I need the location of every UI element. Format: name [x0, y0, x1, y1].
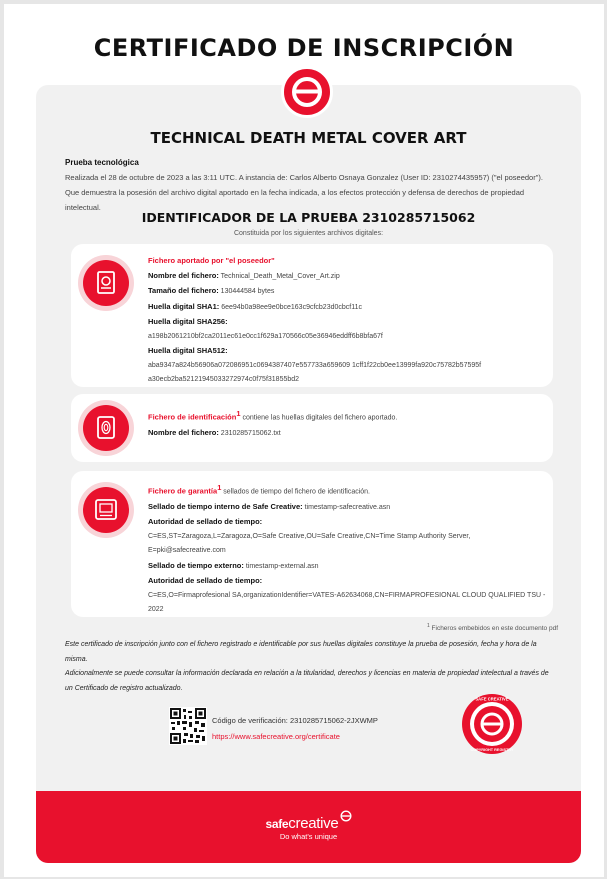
footer-tagline: Do what's unique: [279, 832, 338, 841]
intro-text: Realizada el 28 de octubre de 2023 a las 3:11 UTC. A instancia de: Carlos Alberto Osnaya Gonzalez (User ID: 2310274435957) ("el poseedor"). Que demuestra la posesión del archivo digital aportado en la fecha indicada, a los efectos protección y defensa de derechos de propiedad intelectual.: [65, 173, 543, 212]
verification-code: Código de verificación: 2310285715062-2JXWMP: [212, 716, 378, 725]
sha256-value: a198b2061210bf2ca2011ec61e0cc1f629a170566c05e36946eddff6b8bfa67f: [148, 332, 383, 340]
guarantee-box-body: [148, 481, 546, 618]
sha512-value-1: aba9347a824b56906a072086951c0694387407e557733a659609 1cff1f22cb0ee13999fa920c75782b57595f: [148, 361, 482, 369]
fingerprint-icon: [83, 405, 129, 451]
footer: [36, 791, 581, 863]
intro-label: Prueba tecnológica: [65, 158, 139, 167]
statement: [65, 638, 555, 696]
safe-creative-logo-icon: [281, 66, 333, 118]
internal-timestamp-row: Sellado de tiempo interno de Safe Creative: timestamp-safecreative.asn: [148, 501, 391, 511]
timestamp-icon: [83, 487, 129, 533]
page-title: CERTIFICADO DE INSCRIPCIÓN: [93, 34, 515, 62]
file-box-heading: Fichero aportado por "el poseedor": [148, 256, 275, 265]
document-icon: [83, 260, 129, 306]
footnote: $^1$ Ficheros embebidos en este documento pdf: [426, 623, 558, 633]
file-name-row: Nombre del fichero: Technical_Death_Metal_Cover_Art.zip: [148, 270, 340, 280]
authority-1-value: C=ES,ST=Zaragoza,L=Zaragoza,O=Safe Creative,OU=Safe Creative,CN=Time Stamp Authority Server, E=pki@safecreative.com: [148, 532, 471, 555]
authority-2-value: C=ES,O=Firmaprofesional SA,organizationIdentifier=VATES-A62634068,CN=FIRMAPROFESIONAL CLOUD QUALIFIED TSU - 2022: [148, 591, 546, 614]
certificate-page: [4, 4, 604, 877]
guarantee-heading-row: Fichero de garantía$^1$ sellados de tiempo del fichero de identificación.: [148, 483, 371, 496]
file-size-row: Tamaño del fichero: 130444584 bytes: [148, 286, 275, 295]
footer-logo-icon: [338, 818, 351, 824]
verification-block: [212, 713, 378, 745]
proof-identifier: IDENTIFICADOR DE LA PRUEBA 2310285715062: [141, 210, 476, 225]
identification-heading-row: Fichero de identificación$^1$ contiene las huellas digitales del fichero aportado.: [148, 409, 398, 422]
identification-box: [71, 394, 553, 462]
file-box: [71, 244, 553, 387]
work-title: TECHNICAL DEATH METAL COVER ART: [150, 129, 467, 147]
statement-2: Adicionalmente se puede consultar la información declarada en relación a la titularidad, derechos y licencias en materia de propiedad intelectual a través de un Certificado de registro actualizado.: [65, 670, 549, 692]
authority-2-label: Autoridad de sellado de tiempo:: [148, 576, 263, 586]
intro-section: [65, 155, 555, 215]
sha256-label: Huella digital SHA256:: [148, 317, 228, 326]
guarantee-box: [71, 471, 553, 617]
seal-text-bottom: COPYRIGHT REGISTRY: [470, 748, 514, 752]
sha1-row: Huella digital SHA1: 6ee94b0a98ee9e0bce163c9cfcb23d0cbcf11c: [148, 301, 362, 311]
identification-name-row: Nombre del fichero: 2310285715062.txt: [148, 427, 281, 437]
sha512-label: Huella digital SHA512:: [148, 346, 228, 355]
identification-box-body: [148, 407, 546, 441]
qr-code-icon: [169, 707, 207, 745]
footer-brand: safecreative: [36, 810, 581, 832]
external-timestamp-row: Sellado de tiempo externo: timestamp-external.asn: [148, 560, 319, 570]
file-box-body: [148, 254, 546, 388]
constituted-text: Constituida por los siguientes archivos digitales:: [233, 230, 384, 237]
seal-text-top: SAFE CREATIVE: [475, 696, 509, 702]
sha512-value-2: a30ecb2ba52121945033272974c0f75f31855bd2: [148, 376, 300, 383]
statement-1: Este certificado de inscripción junto con el fichero registrado e identificable por sus huellas digitales constituye la prueba de posesión, fecha y hora de la misma.: [65, 641, 537, 663]
verification-link[interactable]: https://www.safecreative.org/certificate: [212, 732, 340, 741]
copyright-registry-seal-icon: [461, 693, 523, 755]
authority-1-label: Autoridad de sellado de tiempo:: [148, 517, 263, 527]
certificate-card: [36, 85, 581, 863]
